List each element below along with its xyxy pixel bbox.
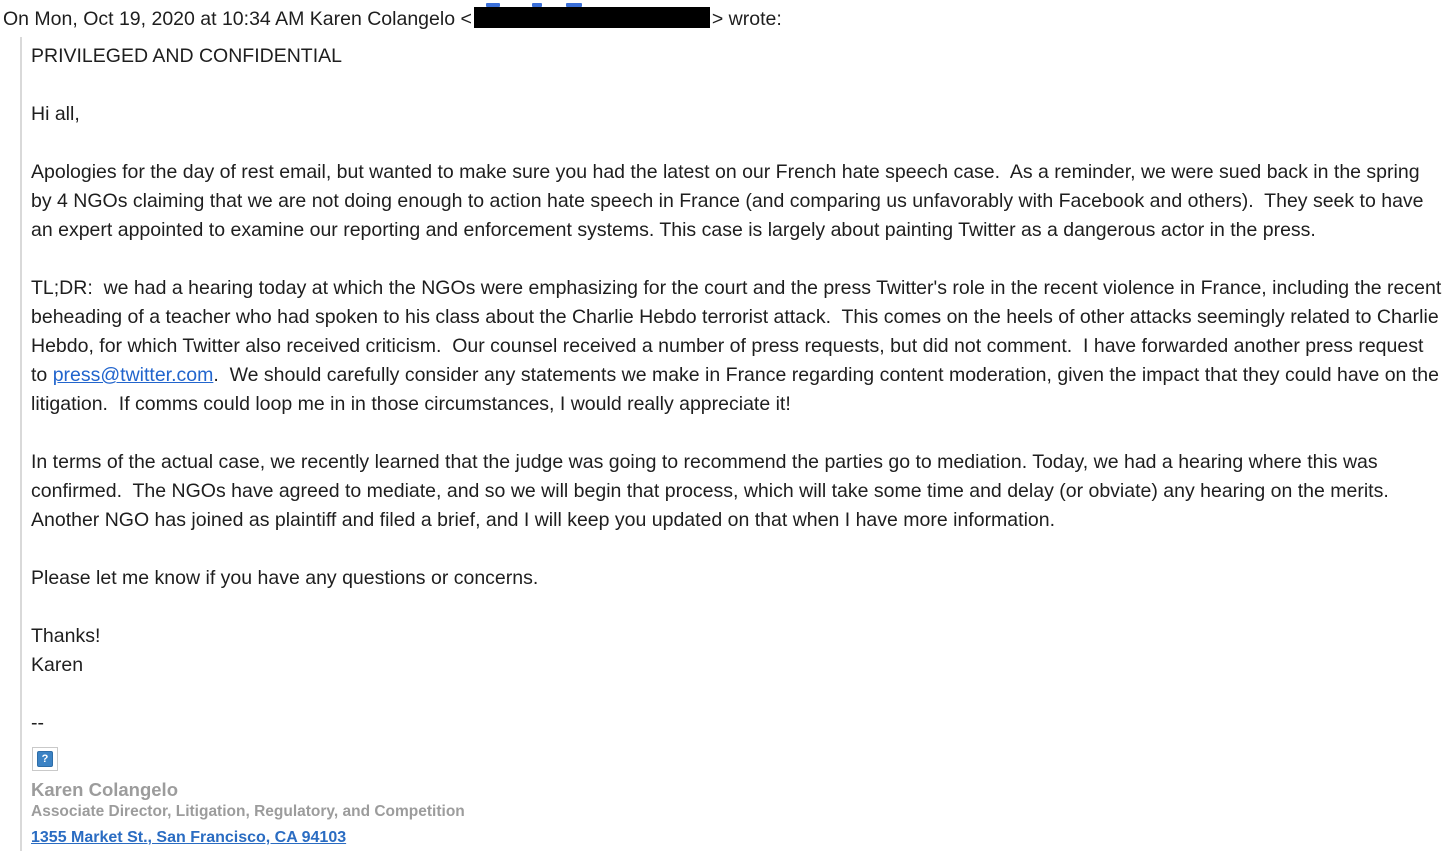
broken-image-icon (32, 747, 58, 771)
attribution-prefix: On Mon, Oct 19, 2020 at 10:34 AM Karen Colangelo < (3, 8, 472, 30)
paragraph-questions: Please let me know if you have any questions or concerns. (31, 567, 539, 589)
redaction-peek (532, 3, 542, 7)
redaction-peek (486, 3, 500, 7)
signature-job-title: Associate Director, Litigation, Regulatory, and Competition (31, 803, 465, 820)
paragraph-mediation-update: In terms of the actual case, we recently learned that the judge was going to recommend the parties go to mediation. Today, we had a hearing where this was confirmed. The NGOs have agreed to mediate, and so we will begin that process, which will take some time and delay (or obviate) any hearing on the merits. Another NGO has joined as plaintiff and filed a brief, and I will keep you updated on that when I have more information. (31, 451, 1399, 531)
attribution-suffix: > wrote: (711, 8, 782, 30)
tldr-text-after-link: . We should carefully consider any statements we make in France regarding content moderation, given the impact that they could have on the litigation. If comms could loop me in in those circumstances, I would really appreciate it! (31, 364, 1445, 415)
paragraph-tldr (31, 274, 1447, 419)
redaction-peek (566, 3, 582, 7)
quote-attribution-line (0, 0, 1456, 34)
question-mark-icon: ? (37, 751, 53, 767)
signature-divider: -- (31, 712, 44, 734)
press-email-link[interactable]: press@twitter.com (52, 364, 214, 386)
tldr-text-before-link: TL;DR: we had a hearing today at which the NGOs were emphasizing for the court and the press Twitter's role in the recent violence in France, including the recent beheading of a teacher who had spoken to his class about the Charlie Hebdo terrorist attack. This comes on the heels of other attacks seemingly related to Charlie Hebdo, for which Twitter also received criticism. Our counsel received a number of press requests, but did not comment. I have forwarded another press request to (31, 277, 1447, 386)
signature-address-link[interactable]: 1355 Market St., San Francisco, CA 94103 (31, 829, 347, 846)
signature-name: Karen Colangelo (31, 779, 178, 800)
privileged-notice: PRIVILEGED AND CONFIDENTIAL (31, 45, 342, 67)
signoff-name: Karen (31, 654, 84, 676)
quoted-email-body (20, 37, 1456, 851)
greeting: Hi all, (31, 103, 80, 125)
closing: Thanks! (31, 625, 101, 647)
redaction-bar (474, 7, 710, 28)
paragraph-case-summary: Apologies for the day of rest email, but wanted to make sure you had the latest on our French hate speech case. As a reminder, we were sued back in the spring by 4 NGOs claiming that we are not doing enough to action hate speech in France (and comparing us unfavorably with Facebook and others). They seek to have an expert appointed to examine our reporting and enforcement systems. This case is largely about painting Twitter as a dangerous actor in the press. (31, 161, 1429, 241)
